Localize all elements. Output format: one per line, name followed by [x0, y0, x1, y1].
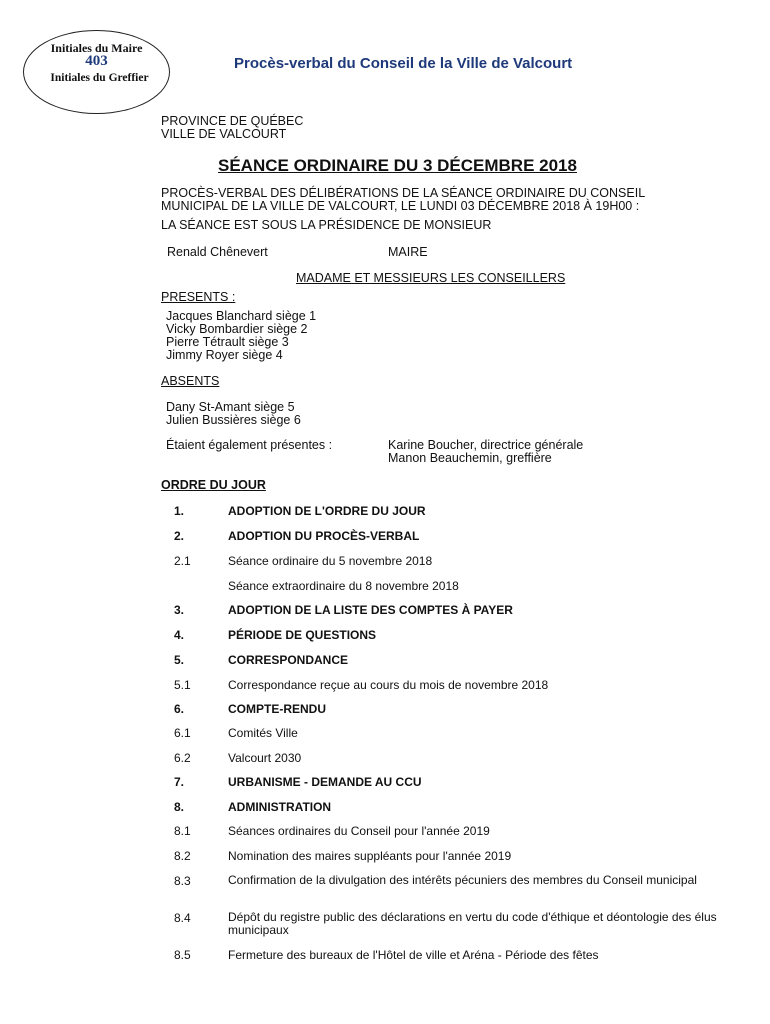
mayor-name: Renald Chênevert [167, 245, 268, 259]
agenda-item-number: 8.1 [174, 824, 191, 838]
present-member: Vicky Bombardier siège 2 [166, 322, 308, 336]
clerk-initials-label: Initiales du Greffier [50, 72, 149, 84]
agenda-item-number: 3. [174, 603, 185, 617]
agenda-item-number: 7. [174, 775, 185, 789]
agenda-item-text: Confirmation de la divulgation des intérêts pécuniers des membres du Conseil municipal [228, 873, 697, 887]
agenda-item-text: Séance ordinaire du 5 novembre 2018 [228, 554, 433, 568]
agenda-item-number: 8.3 [174, 874, 191, 888]
absent-member: Julien Bussières siège 6 [166, 413, 301, 427]
agenda-item-number: 1. [174, 504, 185, 518]
agenda-item-text: Nomination des maires suppléants pour l'année 2019 [228, 849, 512, 863]
agenda-heading: ORDRE DU JOUR [161, 478, 266, 492]
agenda-item-number: 8.5 [174, 948, 191, 962]
mayor-initials-label: Initiales du Maire [50, 41, 143, 55]
present-member: Jacques Blanchard siège 1 [166, 309, 317, 323]
agenda-item-number: 6. [174, 702, 185, 716]
mayor-role: MAIRE [388, 245, 428, 259]
initials-stamp [23, 30, 170, 114]
present-member: Jimmy Royer siège 4 [166, 348, 283, 362]
councillors-heading: MADAME ET MESSIEURS LES CONSEILLERS [296, 271, 566, 285]
agenda-item-number: 8.4 [174, 911, 191, 925]
agenda-item-text: ADOPTION DE LA LISTE DES COMPTES À PAYER [228, 603, 513, 617]
agenda-item-number: 5. [174, 653, 185, 667]
agenda-item-text: URBANISME - DEMANDE AU CCU [228, 775, 422, 789]
agenda-item-number: 6.2 [174, 751, 191, 765]
agenda-item-number: 4. [174, 628, 185, 642]
agenda-item-text: COMPTE-RENDU [228, 702, 326, 716]
agenda-item-text: PÉRIODE DE QUESTIONS [228, 628, 377, 642]
agenda-item-text: Comités Ville [228, 726, 298, 740]
agenda-item-text: CORRESPONDANCE [228, 653, 349, 667]
present-label: PRESENTS : [161, 290, 236, 304]
agenda-item-number: 2.1 [174, 554, 191, 568]
page-number: 403 [85, 53, 108, 69]
agenda-item-text: Séances ordinaires du Conseil pour l'année 2019 [228, 824, 490, 838]
intro-line-2: MUNICIPAL DE LA VILLE DE VALCOURT, LE LUNDI 03 DÉCEMBRE 2018 À 19H00 : [161, 199, 640, 213]
also-present-person: Karine Boucher, directrice générale [388, 438, 584, 452]
agenda-item-text: ADMINISTRATION [228, 800, 332, 814]
agenda-item-number: 2. [174, 529, 185, 543]
absent-member: Dany St-Amant siège 5 [166, 400, 295, 414]
agenda-item-number: 8. [174, 800, 185, 814]
absent-label: ABSENTS [161, 374, 220, 388]
document-header-title: Procès-verbal du Conseil de la Ville de Valcourt [234, 55, 573, 72]
agenda-item-number: 6.1 [174, 726, 191, 740]
also-present-label: Étaient également présentes : [166, 438, 333, 452]
agenda-item-text: Séance extraordinaire du 8 novembre 2018 [228, 579, 459, 593]
agenda-item-text: Dépôt du registre public des déclarations en vertu du code d'éthique et déontologie des élus municipaux [228, 910, 717, 937]
agenda-item-text: Fermeture des bureaux de l'Hôtel de ville et Aréna - Période des fêtes [228, 948, 599, 962]
agenda-item-text: ADOPTION DE L'ORDRE DU JOUR [228, 504, 426, 518]
also-present-person: Manon Beauchemin, greffière [388, 451, 552, 465]
intro-line-1: PROCÈS-VERBAL DES DÉLIBÉRATIONS DE LA SÉANCE ORDINAIRE DU CONSEIL [161, 186, 646, 200]
agenda-item-text: ADOPTION DU PROCÈS-VERBAL [228, 529, 420, 543]
province-line: PROVINCE DE QUÉBEC [161, 114, 304, 128]
agenda-item-number: 5.1 [174, 678, 191, 692]
agenda-item-text: Valcourt 2030 [228, 751, 302, 765]
agenda-item-number: 8.2 [174, 849, 191, 863]
agenda-item-text: Correspondance reçue au cours du mois de novembre 2018 [228, 678, 549, 692]
city-line: VILLE DE VALCOURT [161, 127, 287, 141]
present-member: Pierre Tétrault siège 3 [166, 335, 289, 349]
session-title: SÉANCE ORDINAIRE DU 3 DÉCEMBRE 2018 [218, 156, 577, 175]
intro-line-3: LA SÉANCE EST SOUS LA PRÉSIDENCE DE MONSIEUR [161, 218, 492, 232]
